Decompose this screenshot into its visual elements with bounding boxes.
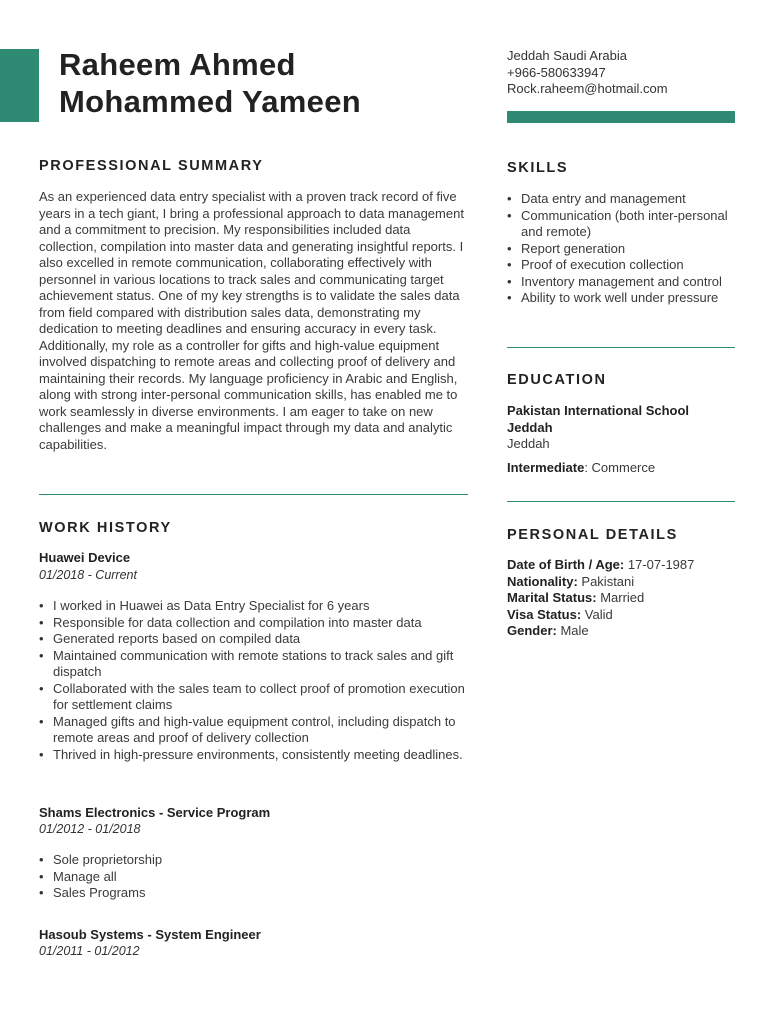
education-degree-label: Intermediate	[507, 460, 585, 475]
name-line-2: Mohammed Yameen	[59, 84, 361, 119]
skill-item: • Inventory management and control	[507, 274, 735, 291]
job-bullet: • Generated reports based on compiled data	[39, 631, 468, 648]
skills-list	[507, 191, 735, 307]
education-degree	[507, 460, 655, 475]
detail-label: Marital Status:	[507, 590, 597, 605]
section-divider	[39, 494, 468, 495]
job-bullet-list	[39, 852, 468, 902]
job-bullet: • Managed gifts and high-value equipment control, including dispatch to remote areas and proof of delivery collection	[39, 714, 468, 747]
job-title: Shams Electronics - Service Program	[39, 805, 271, 820]
detail-label: Visa Status:	[507, 606, 582, 622]
detail-value: 17-07-1987	[624, 557, 695, 572]
contact-location: Jeddah Saudi Arabia	[507, 48, 627, 63]
job-dates: 01/2011 - 01/2012	[39, 944, 140, 958]
contact-phone: +966-580633947	[507, 64, 606, 80]
education-school: Pakistan International School Jeddah	[507, 403, 690, 435]
candidate-name	[59, 46, 361, 120]
name-accent-block	[0, 49, 39, 122]
skill-item: • Communication (both inter-personal and remote)	[507, 208, 735, 241]
skill-item: • Data entry and management	[507, 191, 735, 208]
job-bullet: • Thrived in high-pressure environments, consistently meeting deadlines.	[39, 747, 468, 764]
job-bullet: • Maintained communication with remote stations to track sales and gift dispatch	[39, 648, 468, 681]
detail-value: Valid	[581, 606, 613, 622]
detail-value: Male	[556, 623, 589, 638]
personal-detail-row	[507, 607, 694, 624]
section-divider	[507, 347, 735, 348]
detail-label: Date of Birth / Age:	[507, 557, 625, 572]
work-history-heading: WORK HISTORY	[39, 520, 172, 536]
education-degree-value: : Commerce	[584, 460, 656, 475]
section-divider	[507, 501, 735, 502]
detail-value: Married	[596, 590, 645, 605]
personal-details-heading: PERSONAL DETAILS	[507, 527, 678, 543]
job-title: Hasoub Systems - System Engineer	[39, 927, 261, 942]
education-heading: EDUCATION	[507, 372, 607, 388]
personal-details-list	[507, 557, 694, 640]
detail-value: Pakistani	[577, 573, 635, 589]
job-dates: 01/2012 - 01/2018	[39, 822, 141, 836]
job-bullet: • Responsible for data collection and compilation into master data	[39, 615, 468, 632]
contact-block	[507, 48, 668, 98]
name-line-1: Raheem Ahmed	[59, 47, 296, 82]
summary-text: As an experienced data entry specialist with a proven track record of five years in a tech giant, I bring a professional approach to data management and a commitment to precision. My responsibilities included data collection, compilation into master data and generating insightful reports. I also excelled in remote communication, collaborating effectively with personnel in various locations to track sales and communicating target achievement status. One of my key strengths is to validate the sales data from field compared with distribution sales data, demonstrating my dedication to meeting deadlines and ensuring accuracy in every task. Additionally, my role as a controller for gifts and high-value equipment involved dispatching to remote areas and collecting proof of delivery and maintaining their records. My language proficiency in Arabic and English, along with strong inter-personal communication skills, has enabled me to work seamlessly in diverse environments. I am eager to take on new challenges and make a meaningful impact through my data and analytic capabilities.	[39, 189, 464, 452]
job-bullet: • Manage all	[39, 869, 468, 886]
job-dates: 01/2018 - Current	[39, 568, 137, 582]
skill-item: • Ability to work well under pressure	[507, 290, 735, 307]
job-bullet: • Sole proprietorship	[39, 852, 468, 869]
personal-detail-row	[507, 623, 694, 640]
job-bullet: • Sales Programs	[39, 885, 468, 902]
education-city: Jeddah	[507, 436, 550, 451]
detail-label: Gender:	[507, 623, 557, 638]
job-bullet-list	[39, 598, 468, 763]
skill-item: • Proof of execution collection	[507, 257, 735, 274]
job-title: Huawei Device	[39, 550, 131, 565]
personal-detail-row	[507, 590, 694, 607]
skills-heading: SKILLS	[507, 160, 569, 176]
job-bullet: • I worked in Huawei as Data Entry Specialist for 6 years	[39, 598, 468, 615]
job-bullet: • Collaborated with the sales team to collect proof of promotion execution for settlement claims	[39, 681, 468, 714]
detail-label: Nationality:	[507, 573, 578, 589]
personal-detail-row	[507, 574, 694, 591]
personal-detail-row	[507, 557, 694, 574]
contact-email: Rock.raheem@hotmail.com	[507, 81, 668, 96]
summary-heading: PROFESSIONAL SUMMARY	[39, 158, 264, 174]
contact-accent-bar	[507, 111, 735, 123]
skill-item: • Report generation	[507, 241, 735, 258]
